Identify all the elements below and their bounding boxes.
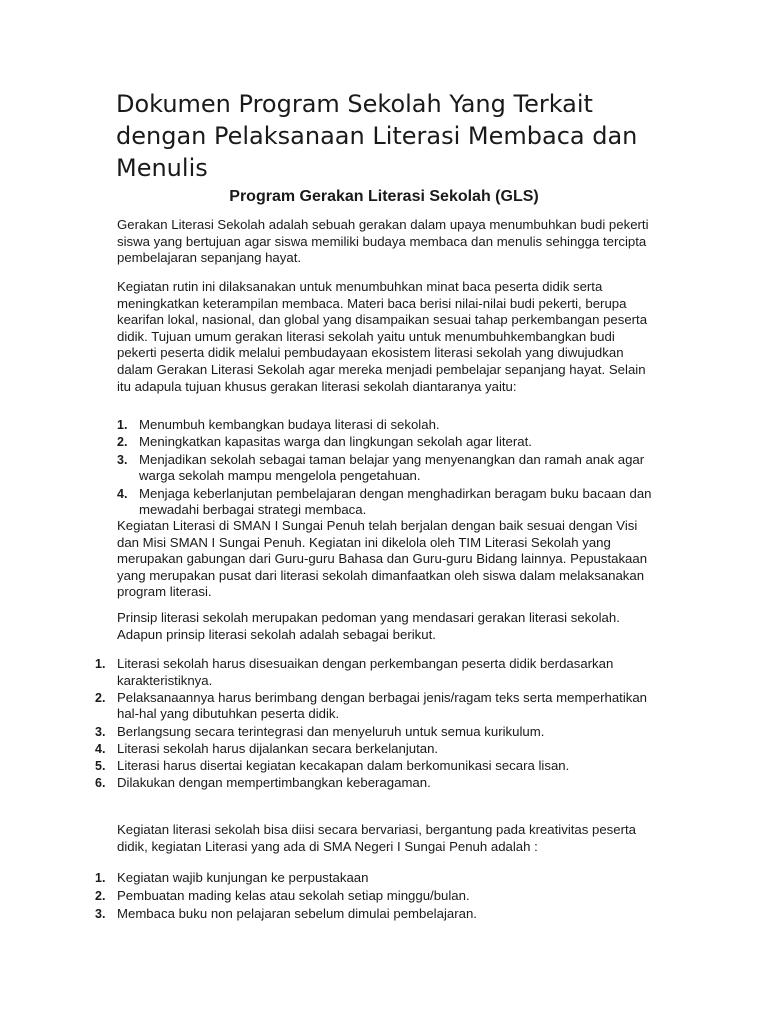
principles-list <box>95 656 662 792</box>
list-item-number: 4. <box>95 741 106 756</box>
list-item-text: Literasi sekolah harus disesuaikan dengan perkembangan peserta didik berdasarkan karakteristiknya. <box>117 656 614 688</box>
list-item-number: 2. <box>95 888 106 903</box>
list-item-text: Pelaksanaannya harus berimbang dengan berbagai jenis/ragam teks serta memperhatikan hal-hal yang dibutuhkan peserta didik. <box>117 689 648 722</box>
list-item <box>95 775 662 792</box>
list-item <box>95 870 662 887</box>
intro-paragraph: Gerakan Literasi Sekolah adalah sebuah gerakan dalam upaya menumbuhkan budi pekerti siswa yang bertujuan agar siswa memiliki budaya membaca dan menulis sehingga tercipta pembelajaran sepanjang hayat. <box>117 217 649 266</box>
program-title: Program Gerakan Literasi Sekolah (GLS) <box>229 188 539 205</box>
list-item-text: Menjadikan sekolah sebagai taman belajar yang menyenangkan dan ramah anak agar warga sekolah mampu mengelola pengetahuan. <box>139 451 645 484</box>
list-item-text: Menjaga keberlanjutan pembelajaran dengan menghadirkan beragam buku bacaan dan mewadahi berbagai strategi membaca. <box>139 485 652 518</box>
list-item <box>95 656 662 689</box>
list-item-text: Meningkatkan kapasitas warga dan lingkungan sekolah agar literat. <box>139 434 532 450</box>
list-item-text: Dilakukan dengan mempertimbangkan keberagaman. <box>117 775 431 791</box>
list-item-number: 3. <box>95 906 106 921</box>
list-item <box>95 689 662 723</box>
list-item-number: 3. <box>95 724 106 739</box>
list-item <box>95 723 662 741</box>
list-item-text: Menumbuh kembangkan budaya literasi di sekolah. <box>139 417 440 432</box>
list-item <box>95 887 662 905</box>
list-item <box>95 740 662 758</box>
list-item-text: Literasi sekolah harus dijalankan secara berkelanjutan. <box>117 740 439 756</box>
list-item-number: 2. <box>95 690 106 705</box>
list-item <box>117 451 659 485</box>
list-item-number: 5. <box>95 758 106 773</box>
list-item-number: 1. <box>95 657 106 671</box>
list-item-number: 2. <box>117 435 128 450</box>
goals-list <box>117 417 659 520</box>
list-item-number: 1. <box>95 871 106 885</box>
routine-activity-paragraph: Kegiatan rutin ini dilaksanakan untuk menumbuhkan minat baca peserta didik serta meningkatkan keterampilan membaca. Materi baca berisi nilai-nilai budi pekerti, berupa kearifan lokal, nasional, dan global yang disampaikan sesuai tahap perkembangan peserta didik. Tujuan umum gerakan literasi sekolah yaitu untuk menumbuhkembangkan budi pekerti peserta didik melalui pembudayaan ekosistem literasi sekolah yang diwujudkan dalam Gerakan Literasi Sekolah agar mereka menjadi pembelajar sepanjang hayat. Selain itu adapula tujuan khusus gerakan literasi sekolah diantaranya yaitu: <box>117 279 648 394</box>
list-item-text: Kegiatan wajib kunjungan ke perpustakaan <box>117 870 369 885</box>
principles-intro-paragraph: Prinsip literasi sekolah merupakan pedoman yang mendasari gerakan literasi sekolah. Adapun prinsip literasi sekolah adalah sebagai berikut. <box>117 610 620 642</box>
list-item-text: Membaca buku non pelajaran sebelum dimulai pembelajaran. <box>117 905 477 921</box>
list-item <box>117 485 659 519</box>
list-item-text: Literasi harus disertai kegiatan kecakapan dalam berkomunikasi secara lisan. <box>117 757 570 773</box>
list-item-text: Pembuatan mading kelas atau sekolah setiap minggu/bulan. <box>117 887 470 903</box>
list-item-number: 1. <box>117 418 128 432</box>
list-item <box>95 905 662 923</box>
activities-list <box>95 870 662 924</box>
list-item-number: 3. <box>117 452 128 467</box>
list-item-text: Berlangsung secara terintegrasi dan menyeluruh untuk semua kurikulum. <box>117 723 545 739</box>
activities-intro-paragraph: Kegiatan literasi sekolah bisa diisi secara bervariasi, bergantung pada kreativitas peserta didik, kegiatan Literasi yang ada di SMA Negeri I Sungai Penuh adalah : <box>117 822 637 854</box>
list-item-number: 4. <box>117 486 128 501</box>
list-item <box>117 417 659 434</box>
document-title: Dokumen Program Sekolah Yang Terkait dengan Pelaksanaan Literasi Membaca dan Menulis <box>116 90 638 182</box>
school-literacy-paragraph: Kegiatan Literasi di SMAN I Sungai Penuh telah berjalan dengan baik sesuai dengan Visi dan Misi SMAN I Sungai Penuh. Kegiatan ini dikelola oleh TIM Literasi Sekolah yang merupakan gabungan dari Guru-guru Bahasa dan Guru-guru Bidang lainnya. Pepustakaan yang merupakan pusat dari literasi sekolah dimanfaatkan oleh siswa dalam melaksanakan program literasi. <box>117 518 648 600</box>
list-item <box>117 434 659 451</box>
list-item-number: 6. <box>95 776 106 791</box>
list-item <box>95 757 662 775</box>
